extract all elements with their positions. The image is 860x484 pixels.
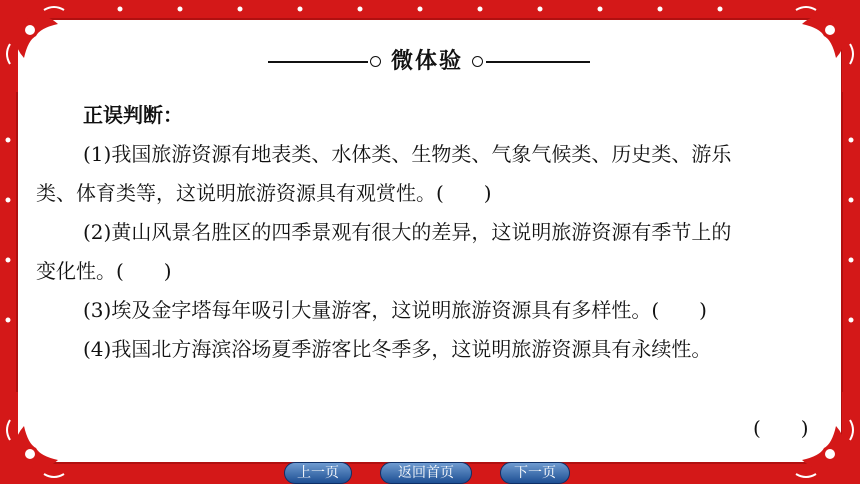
question-item-1 bbox=[36, 135, 833, 213]
question-1-line2: 类、体育类等，这说明旅游资源具有观赏性。( ) bbox=[36, 181, 492, 205]
corner-ornament bbox=[768, 0, 860, 92]
content-heading: 正误判断： bbox=[83, 103, 183, 127]
corner-ornament bbox=[0, 0, 92, 92]
question-2-line2: 变化性。( ) bbox=[36, 259, 172, 283]
prev-page-button[interactable]: 上一页 bbox=[284, 462, 352, 484]
answer-paren-4: ( ) bbox=[753, 416, 809, 440]
question-1-line1: (1)我国旅游资源有地表类、水体类、生物类、气象气候类、历史类、游乐 bbox=[83, 142, 732, 166]
question-3-line1: (3)埃及金字塔每年吸引大量游客，这说明旅游资源具有多样性。( ) bbox=[83, 298, 707, 322]
question-item-3 bbox=[83, 291, 833, 330]
question-item-4 bbox=[83, 330, 833, 369]
next-page-button[interactable]: 下一页 bbox=[500, 462, 570, 484]
title-rule-right bbox=[486, 61, 590, 63]
section-title-text: 微体验 bbox=[390, 48, 463, 74]
question-4-line1: (4)我国北方海滨浴场夏季游客比冬季多，这说明旅游资源具有永续性。 bbox=[83, 337, 712, 361]
title-rule-left bbox=[268, 61, 368, 63]
corner-ornament bbox=[0, 392, 92, 484]
question-2-line1: (2)黄山风景名胜区的四季景观有很大的差异，这说明旅游资源有季节上的 bbox=[83, 220, 732, 244]
title-circle-right bbox=[472, 56, 483, 67]
title-circle-left bbox=[370, 56, 381, 67]
question-item-2 bbox=[36, 213, 833, 291]
home-page-button[interactable]: 返回首页 bbox=[380, 462, 472, 484]
section-title bbox=[268, 45, 590, 75]
